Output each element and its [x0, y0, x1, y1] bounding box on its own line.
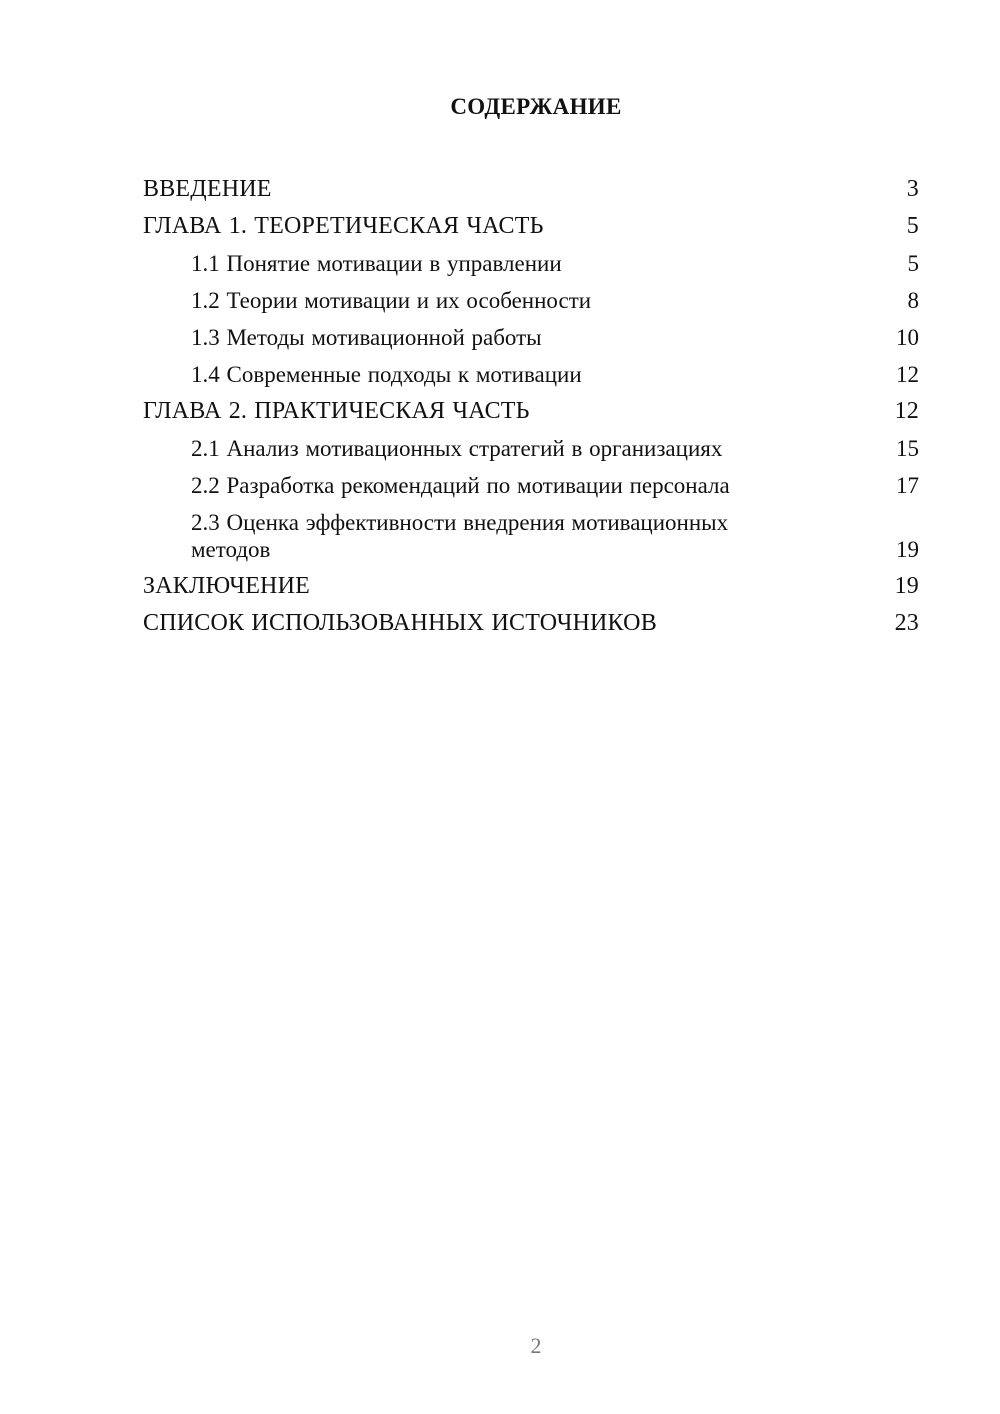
toc-entry-page: 5 [906, 213, 919, 239]
toc-entry-page: 23 [894, 610, 919, 636]
toc-entry-chapter-1 [143, 203, 919, 240]
toc-entry-chapter-2 [143, 388, 919, 425]
toc-entry-page: 5 [907, 251, 919, 276]
toc-entry-text: ГЛАВА 2. ПРАКТИЧЕСКАЯ ЧАСТЬ [143, 398, 530, 424]
toc-entry-text: 1.3 Методы мотивационной работы [191, 325, 542, 350]
toc-entry-section-2-3 [143, 499, 919, 563]
toc-entry-text: СПИСОК ИСПОЛЬЗОВАННЫХ ИСТОЧНИКОВ [143, 610, 657, 636]
toc-entry-page: 19 [894, 573, 919, 599]
toc-entry-text: ГЛАВА 1. ТЕОРЕТИЧЕСКАЯ ЧАСТЬ [143, 213, 544, 239]
toc-entry-text: 2.3 Оценка эффективности внедрения мотивационных методов [191, 510, 729, 562]
toc-entry-section-1-4 [143, 351, 919, 388]
toc-entry-page: 19 [896, 537, 919, 562]
toc-entry-text: ВВЕДЕНИЕ [143, 176, 272, 202]
toc-entry-section-1-2 [143, 277, 919, 314]
toc-entry-page: 3 [906, 176, 919, 202]
page-title: СОДЕРЖАНИЕ [450, 94, 622, 119]
toc-entry-page: 8 [907, 288, 919, 313]
toc-entry-introduction [143, 166, 919, 203]
toc-entry-text: 1.1 Понятие мотивации в управлении [191, 251, 562, 276]
toc-entry-page: 17 [896, 473, 919, 498]
toc-entry-references [143, 600, 919, 637]
toc-entry-text: 1.4 Современные подходы к мотивации [191, 362, 582, 387]
toc-entry-text: 2.1 Анализ мотивационных стратегий в организациях [191, 436, 723, 461]
toc-entry-section-1-3 [143, 314, 919, 351]
toc-entry-section-1-1 [143, 240, 919, 277]
table-of-contents [143, 166, 919, 637]
toc-entry-page: 12 [894, 398, 919, 424]
toc-entry-text: 2.2 Разработка рекомендаций по мотивации персонала [191, 473, 730, 498]
toc-entry-text: ЗАКЛЮЧЕНИЕ [143, 573, 310, 599]
toc-entry-page: 15 [896, 436, 919, 461]
toc-entry-text: 1.2 Теории мотивации и их особенности [191, 288, 592, 313]
page-number: 2 [530, 1333, 542, 1358]
toc-entry-section-2-2 [143, 462, 919, 499]
toc-entry-page: 10 [896, 325, 919, 350]
toc-entry-conclusion [143, 563, 919, 600]
toc-entry-page: 12 [896, 362, 919, 387]
toc-entry-section-2-1 [143, 425, 919, 462]
